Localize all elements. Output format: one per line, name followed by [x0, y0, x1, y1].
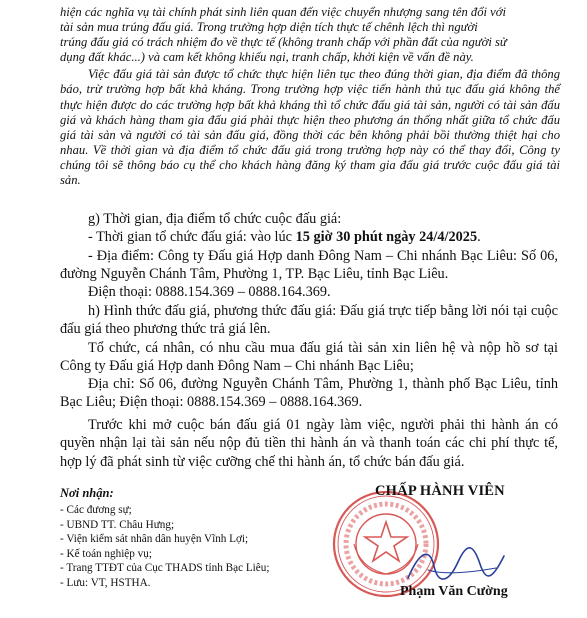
- auction-time-suffix: .: [477, 229, 481, 246]
- italic-line: hiện các nghĩa vụ tài chính phát sinh liên quan đến việc chuyển nhượng sang tên đổi với: [60, 5, 506, 19]
- closing-section: [60, 416, 558, 471]
- recipient-item: - Các đương sự;: [60, 504, 132, 516]
- italic-line: tài sản mua trúng đấu giá. Trong trường hợp diện tích thực tế chênh lệch thì người: [60, 20, 478, 35]
- contact-address: Địa chỉ: Số 06, đường Nguyễn Chánh Tâm, Phường 1, thành phố Bạc Liêu, tỉnh Bạc Liêu; Điện thoại: 0888.154.369 – 0888.164.369.: [60, 376, 558, 411]
- auction-time-value: 15 giờ 30 phút ngày 24/4/2025: [295, 229, 478, 246]
- contact-info: Tổ chức, cá nhân, có nhu cầu mua đấu giá tài sản xin liên hệ và nộp hồ sơ tại Công ty Đấu giá Hợp danh Đông Nam – Chi nhánh Bạc Liêu;: [60, 339, 558, 374]
- section-h: [60, 302, 558, 412]
- italic-block: [60, 5, 560, 188]
- section-g-heading: g) Thời gian, địa điểm tổ chức cuộc đấu giá:: [88, 211, 342, 227]
- signer-title: CHẤP HÀNH VIÊN: [375, 483, 505, 499]
- recipients-list: [60, 503, 269, 591]
- handwritten-signature-icon: [400, 540, 510, 590]
- force-majeure-paragraph: Việc đấu giá tài sản được tổ chức thực hiện liên tục theo đúng thời gian, địa điểm đã thông báo, trừ trường hợp bất khả kháng. Trong trường hợp việc tiến hành thủ tục đấu giá không thể thực hiện được do các trường hợp bất khả kháng thì tổ chức đấu giá tài sản, người có tài sản đấu giá và khách hàng tham gia đấu giá phải thực hiện theo phương án thống nhất giữa tổ chức đấu giá tài sản và người có tài sản đấu giá, đồng thời các bên không phải bồi thường thiệt hại cho nhau. Về thời gian và địa điểm tổ chức đấu giá trong trường hợp này có thể thay đổi, Công ty chúng tôi sẽ thông báo cụ thể cho khách hàng đăng ký tham gia đấu giá trước cuộc đấu giá tài sản.: [60, 67, 560, 188]
- closing-paragraph: Trước khi mở cuộc bán đấu giá 01 ngày làm việc, người phải thi hành án có quyền nhận lại tài sản nếu nộp đủ tiền thi hành án và thanh toán các chi phí thực tế, hợp lý đã phát sinh từ việc cưỡng chế thi hành án, tổ chức bán đấu giá.: [60, 417, 558, 470]
- signer-name: Phạm Văn Cường: [400, 584, 508, 599]
- auction-method: h) Hình thức đấu giá, phương thức đấu giá: Đấu giá trực tiếp bằng lời nói tại cuộc đấu giá theo phương thức trả giá lên.: [60, 303, 558, 338]
- auction-phone: Điện thoại: 0888.154.369 – 0888.164.369.: [88, 284, 331, 301]
- recipient-item: - Viện kiểm sát nhân dân huyện Vĩnh Lợi;: [60, 533, 249, 546]
- auction-time: [60, 228, 558, 246]
- recipient-item: - Lưu: VT, HSTHA.: [60, 576, 151, 589]
- italic-line: dụng đất khác...) và cam kết không khiếu nại, tranh chấp, khởi kiện về vấn đề này.: [60, 50, 474, 65]
- auction-time-prefix: - Thời gian tổ chức đấu giá: vào lúc: [88, 229, 296, 246]
- italic-line: trúng đấu giá có trách nhiệm đo về thực tế (không tranh chấp với phần đất của người sử: [60, 35, 507, 50]
- recipient-item: - UBND TT. Châu Hưng;: [60, 518, 175, 531]
- recipient-item: - Trang TTĐT của Cục THADS tỉnh Bạc Liêu;: [60, 562, 270, 575]
- recipients-title: Nơi nhận:: [60, 486, 114, 500]
- auction-place: - Địa điểm: Công ty Đấu giá Hợp danh Đông Nam – Chi nhánh Bạc Liêu: Số 06, đường Nguyễn Chánh Tâm, Phường 1, TP. Bạc Liêu, tỉnh Bạc Liêu.: [60, 247, 558, 282]
- recipient-item: - Kế toán nghiệp vụ;: [60, 547, 152, 560]
- section-g: [60, 210, 558, 301]
